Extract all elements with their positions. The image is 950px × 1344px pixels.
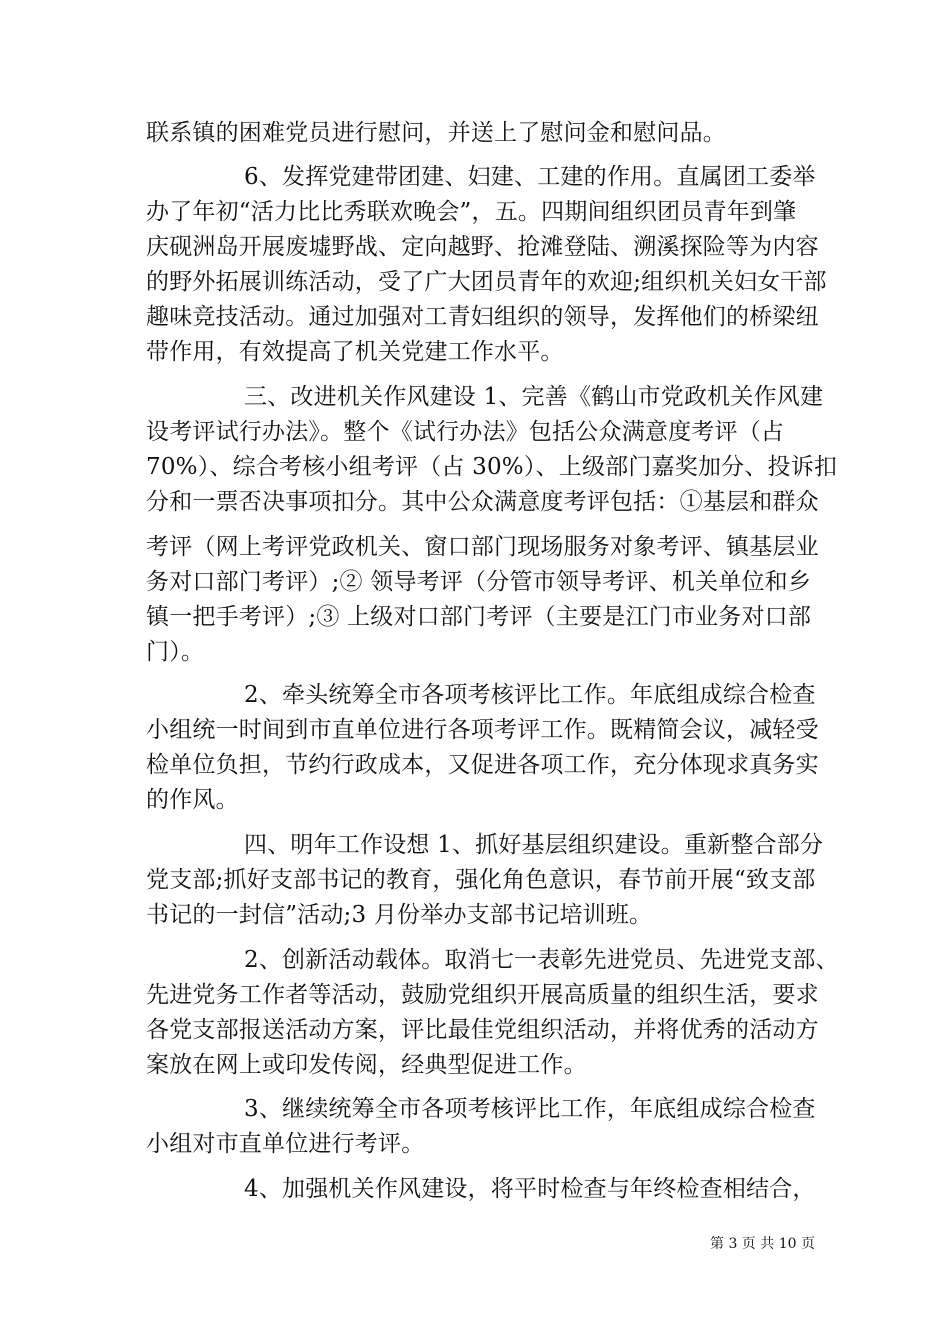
text-line: 带作用，有效提高了机关党建工作水平。 [146, 339, 564, 365]
page-number-footer: 第 3 页 共 10 页 [710, 1236, 815, 1252]
text-line: 四、明年工作设想 1、抓好基层组织建设。重新整合部分 [244, 832, 824, 858]
text-line: 2、牵头统筹全市各项考核评比工作。年底组成综合检查 [244, 682, 816, 708]
text-line: 先进党务工作者等活动，鼓励党组织开展高质量的组织生活，要求 [146, 982, 819, 1008]
text-line: 务对口部门考评）;② 领导考评（分管市领导考评、机关单位和乡 [146, 569, 812, 595]
text-line: 小组统一时间到市直单位进行各项考评工作。既精简会议，减轻受 [146, 717, 819, 743]
text-line: 小组对市直单位进行考评。 [146, 1131, 425, 1157]
text-line: 分和一票否决事项扣分。其中公众满意度考评包括：①基层和群众 [146, 489, 819, 515]
text-line: 4、加强机关作风建设，将平时检查与年终检查相结合， [244, 1176, 816, 1202]
text-line: 的作风。 [146, 787, 239, 813]
text-line: 党支部;抓好支部书记的教育，强化角色意识，春节前开展“致支部 [146, 867, 816, 893]
text-line: 6、发挥党建带团建、妇建、工建的作用。直属团工委举 [244, 164, 816, 190]
text-line: 检单位负担，节约行政成本，又促进各项工作，充分体现求真务实 [146, 752, 819, 778]
text-line: 办了年初“活力比比秀联欢晚会”，五。四期间组织团员青年到肇 [146, 199, 797, 225]
text-line: 案放在网上或印发传阅，经典型促进工作。 [146, 1052, 587, 1078]
text-line: 各党支部报送活动方案，评比最佳党组织活动，并将优秀的活动方 [146, 1017, 819, 1043]
text-line: 设考评试行办法》。整个《试行办法》包括公众满意度考评（占 [146, 419, 785, 445]
text-line: 趣味竞技活动。通过加强对工青妇组织的领导，发挥他们的桥梁纽 [146, 304, 819, 330]
text-line: 70%）、综合考核小组考评（占 30%）、上级部门嘉奖加分、投诉扣 [146, 454, 838, 480]
text-line: 考评（网上考评党政机关、窗口部门现场服务对象考评、镇基层业 [146, 534, 819, 560]
text-line: 3、继续统筹全市各项考核评比工作，年底组成综合检查 [244, 1096, 816, 1122]
text-line: 门）。 [146, 639, 205, 665]
text-line: 2、创新活动载体。取消七一表彰先进党员、先进党支部、 [244, 947, 839, 973]
text-line: 的野外拓展训练活动，受了广大团员青年的欢迎;组织机关妇女干部 [146, 269, 827, 295]
text-line: 三、改进机关作风建设 1、完善《鹤山市党政机关作风建 [244, 384, 824, 410]
text-line: 联系镇的困难党员进行慰问，并送上了慰问金和慰问品。 [146, 120, 726, 146]
text-line: 镇一把手考评）;③ 上级对口部门考评（主要是江门市业务对口部 [146, 604, 812, 630]
text-line: 庆砚洲岛开展废墟野战、定向越野、抢滩登陆、溯溪探险等为内容 [146, 234, 819, 260]
text-line: 书记的一封信”活动;3 月份举办支部书记培训班。 [146, 902, 653, 928]
